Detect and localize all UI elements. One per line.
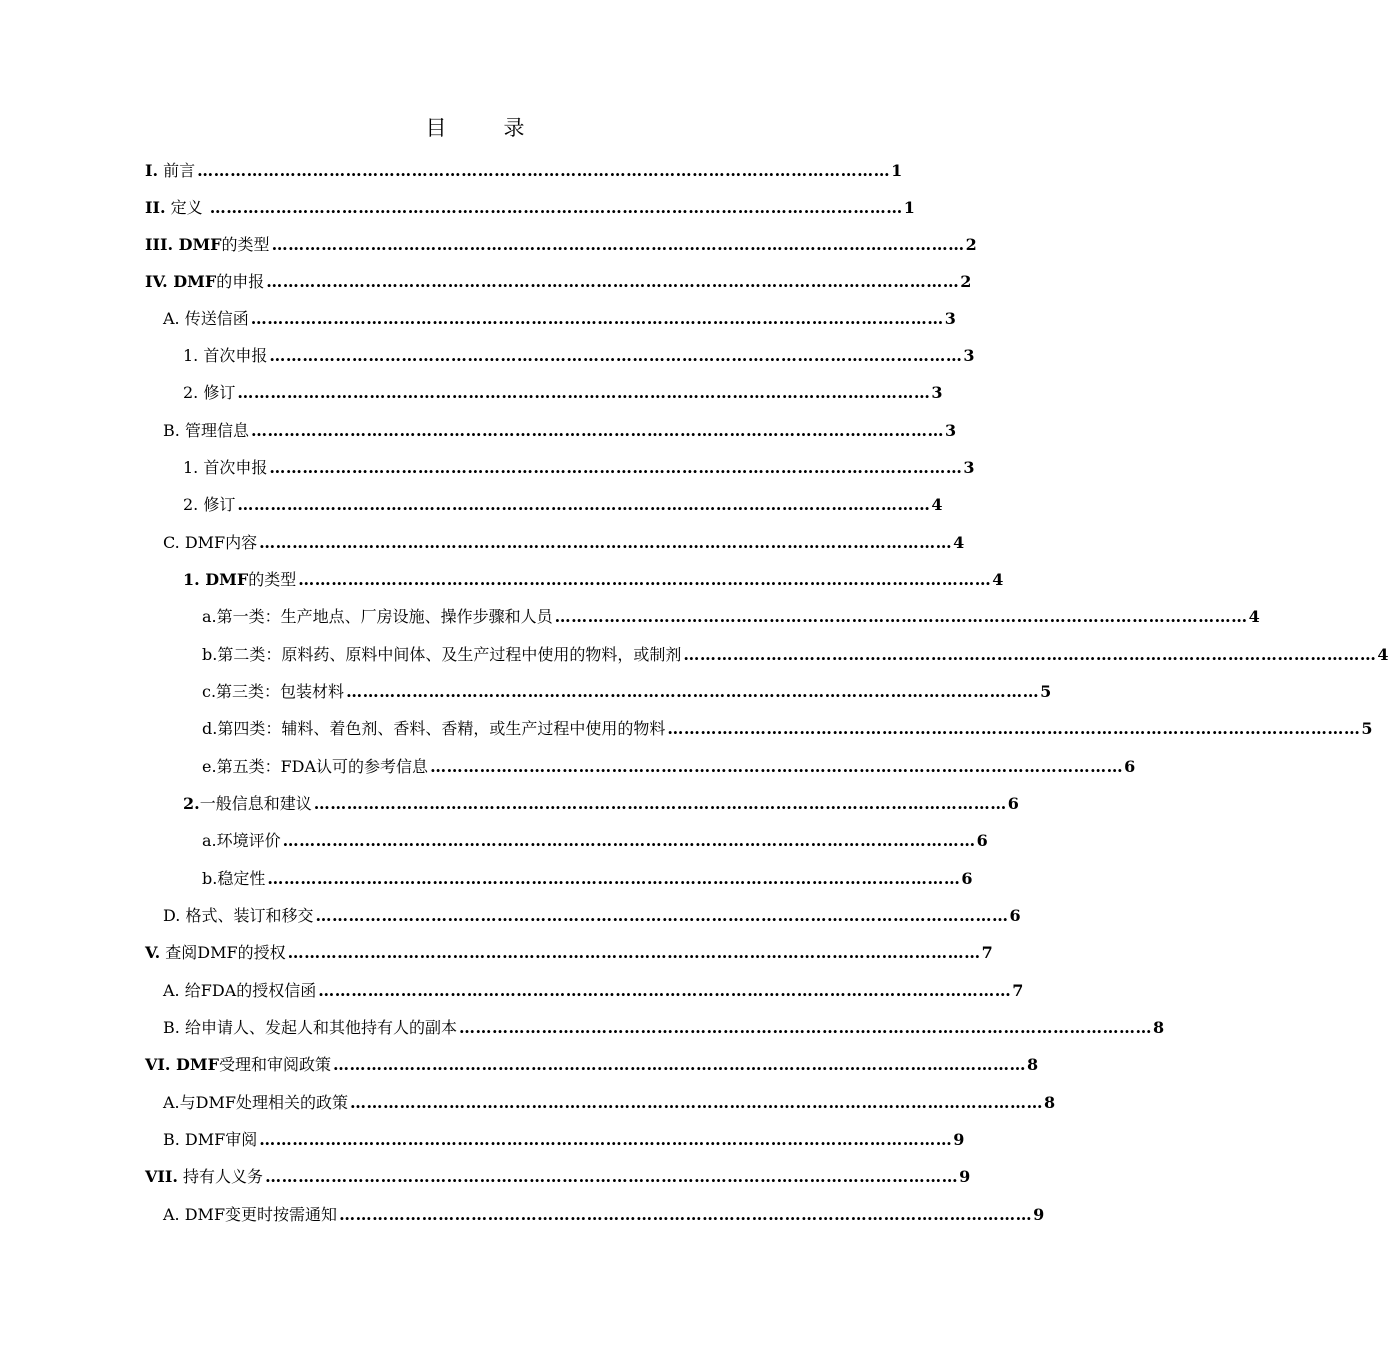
toc-leader-dots: ………………………………………………………………………………………………………………: [313, 794, 1007, 813]
toc-entry-text: 前言: [163, 161, 196, 180]
toc-entry-text: 定义: [170, 198, 203, 217]
toc-entry-text: 首次申报: [203, 346, 268, 365]
toc-entry-number: 2.: [183, 383, 199, 402]
toc-leader-dots: ………………………………………………………………………………………………………………: [683, 645, 1377, 664]
toc-entry-text: 给申请人、发起人和其他持有人的副本: [184, 1018, 457, 1037]
toc-entry-page: 3: [963, 346, 975, 365]
toc-title: 目 录: [425, 116, 543, 140]
toc-leader-dots: ………………………………………………………………………………………………………………: [197, 161, 891, 180]
toc-entry[interactable]: [163, 1090, 1056, 1116]
toc-entry-page: 5: [1361, 719, 1373, 738]
toc-entry-page: 6: [961, 869, 973, 888]
toc-entry-number: C. DMF: [163, 533, 226, 552]
toc-entry-page: 9: [953, 1130, 965, 1149]
toc-entry-text: 第五类：FDA认可的参考信息: [216, 757, 429, 776]
toc-entry-page: 6: [1009, 906, 1021, 925]
toc-entry-text: 持有人义务: [183, 1167, 264, 1186]
toc-entry-page: 7: [1012, 981, 1024, 1000]
toc-leader-dots: ………………………………………………………………………………………………………………: [298, 570, 992, 589]
toc-entry-text: 首次申报: [203, 458, 268, 477]
toc-entry[interactable]: [163, 1202, 1045, 1228]
toc-entry-text: 第一类：生产地点、厂房设施、操作步骤和人员: [216, 607, 553, 626]
toc-entry-number: I.: [145, 161, 159, 180]
toc-entry[interactable]: [145, 269, 972, 295]
toc-entry-text: 的申报: [216, 272, 265, 291]
toc-entry-page: 4: [992, 570, 1004, 589]
toc-entry-number: A. DMF: [163, 1205, 226, 1224]
toc-entry[interactable]: [163, 530, 965, 556]
toc-entry[interactable]: [183, 455, 975, 481]
toc-entry-number: IV. DMF: [145, 272, 217, 291]
toc-entry-number: d.: [202, 719, 218, 738]
toc-entry-number: a.: [202, 831, 217, 850]
toc-entry-text: 修订: [203, 383, 236, 402]
toc-entry-text: 的类型: [248, 570, 297, 589]
toc-entry[interactable]: [163, 1127, 965, 1153]
toc-entry[interactable]: [183, 567, 1004, 593]
toc-leader-dots: ………………………………………………………………………………………………………………: [237, 495, 931, 514]
toc-entry-number: 1.: [183, 458, 199, 477]
toc-entry[interactable]: [145, 1164, 971, 1190]
toc-entry-page: 3: [963, 458, 975, 477]
toc-entry-text: 审阅: [225, 1130, 258, 1149]
toc-entry-page: 6: [976, 831, 988, 850]
toc-entry-number: 1. DMF: [183, 570, 249, 589]
toc-entry-page: 5: [1040, 682, 1052, 701]
toc-entry-page: 4: [1248, 607, 1260, 626]
toc-entry[interactable]: [163, 418, 957, 444]
toc-entry-number: 1.: [183, 346, 199, 365]
toc-entry-number: 2.: [183, 495, 199, 514]
toc-entry-number: B.: [163, 421, 180, 440]
toc-entry[interactable]: [202, 828, 988, 854]
toc-leader-dots: ………………………………………………………………………………………………………………: [318, 981, 1012, 1000]
toc-entry-page: 8: [1043, 1093, 1056, 1112]
toc-entry-page: 1: [891, 161, 903, 180]
toc-entry-number: III. DMF: [145, 235, 222, 254]
toc-entry-page: 9: [959, 1167, 971, 1186]
toc-entry[interactable]: [183, 791, 1019, 817]
toc-entry-text: 传送信函: [184, 309, 249, 328]
toc-entry[interactable]: [202, 866, 973, 892]
toc-entry-number: c.: [202, 682, 217, 701]
toc-entry-number: D.: [163, 906, 181, 925]
toc-entry-text: 第三类：包装材料: [216, 682, 345, 701]
toc-entry[interactable]: [202, 604, 1260, 630]
toc-entry-page: 8: [1152, 1018, 1165, 1037]
toc-entry-text: 的类型: [221, 235, 270, 254]
toc-entry-page: 3: [944, 309, 956, 328]
toc-entry-number: B.: [163, 1018, 180, 1037]
toc-leader-dots: ………………………………………………………………………………………………………………: [267, 869, 961, 888]
toc-entry-number: II.: [145, 198, 166, 217]
toc-entry-text: 受理和审阅政策: [218, 1055, 331, 1074]
toc-entry[interactable]: [202, 642, 1388, 668]
toc-leader-dots: ………………………………………………………………………………………………………………: [266, 272, 960, 291]
toc-entry-page: 4: [1377, 645, 1388, 664]
toc-leader-dots: ………………………………………………………………………………………………………………: [237, 383, 931, 402]
toc-leader-dots: ………………………………………………………………………………………………………………: [282, 831, 976, 850]
toc-leader-dots: ………………………………………………………………………………………………………………: [259, 1130, 953, 1149]
toc-entry-page: 4: [931, 495, 943, 514]
toc-entry-page: 2: [965, 235, 977, 254]
toc-entry-text: 与DMF处理相关的政策: [179, 1093, 348, 1112]
toc-leader-dots: ………………………………………………………………………………………………………………: [315, 906, 1009, 925]
toc-leader-dots: ………………………………………………………………………………………………………………: [265, 1167, 959, 1186]
toc-entry-number: e.: [202, 757, 217, 776]
toc-entry-text: 管理信息: [184, 421, 249, 440]
toc-entry-text: 修订: [203, 495, 236, 514]
toc-entry[interactable]: [163, 306, 956, 332]
toc-leader-dots: ………………………………………………………………………………………………………………: [333, 1055, 1026, 1074]
toc-entry-page: 2: [960, 272, 972, 291]
toc-entry-text: 第四类：辅料、着色剂、香料、香精，或生产过程中使用的物料: [217, 719, 666, 738]
toc-leader-dots: ………………………………………………………………………………………………………………: [430, 757, 1124, 776]
toc-entry[interactable]: [163, 978, 1024, 1004]
toc-entry[interactable]: [202, 754, 1136, 780]
toc-entry-text: 给FDA的授权信函: [184, 981, 317, 1000]
toc-entry-text: 查阅DMF的授权: [165, 943, 286, 962]
toc-entry[interactable]: [163, 903, 1021, 929]
toc-leader-dots: ………………………………………………………………………………………………………………: [667, 719, 1361, 738]
toc-leader-dots: ………………………………………………………………………………………………………………: [259, 533, 953, 552]
toc-leader-dots: ………………………………………………………………………………………………………………: [271, 235, 965, 254]
toc-entry-page: 9: [1033, 1205, 1045, 1224]
toc-leader-dots: ………………………………………………………………………………………………………………: [458, 1018, 1152, 1037]
toc-entry[interactable]: [163, 1015, 1165, 1041]
toc-entry-number: A.: [163, 309, 180, 328]
toc-leader-dots: ………………………………………………………………………………………………………………: [287, 943, 981, 962]
toc-leader-dots: ………………………………………………………………………………………………………………: [209, 198, 903, 217]
toc-entry-page: 4: [953, 533, 965, 552]
toc-entry-number: 2.: [183, 794, 200, 813]
toc-entry-page: 1: [903, 198, 915, 217]
toc-entry[interactable]: [145, 232, 977, 258]
toc-entry-number: a.: [202, 607, 217, 626]
toc-entry-page: 3: [931, 383, 943, 402]
toc-entry[interactable]: [145, 195, 915, 221]
toc-entry-number: VI. DMF: [145, 1055, 219, 1074]
toc-entry-page: 6: [1124, 757, 1136, 776]
toc-leader-dots: ………………………………………………………………………………………………………………: [339, 1205, 1033, 1224]
toc-leader-dots: ………………………………………………………………………………………………………………: [250, 309, 944, 328]
toc-entry-text: 一般信息和建议: [199, 794, 312, 813]
toc-entry[interactable]: [202, 716, 1373, 742]
toc-entry-number: A.: [163, 981, 180, 1000]
toc-entry[interactable]: [202, 679, 1052, 705]
toc-leader-dots: ………………………………………………………………………………………………………………: [554, 607, 1248, 626]
toc-leader-dots: ………………………………………………………………………………………………………………: [346, 682, 1040, 701]
toc-entry-number: b.: [202, 645, 218, 664]
toc-entry[interactable]: [183, 492, 943, 518]
toc-entry[interactable]: [145, 158, 903, 184]
toc-leader-dots: ………………………………………………………………………………………………………………: [269, 458, 963, 477]
toc-entry[interactable]: [145, 1052, 1039, 1078]
toc-leader-dots: ………………………………………………………………………………………………………………: [269, 346, 963, 365]
toc-entry-text: 环境评价: [216, 831, 281, 850]
toc-entry-number: b.: [202, 869, 218, 888]
toc-entry-page: 3: [944, 421, 957, 440]
toc-entry-number: V.: [145, 943, 161, 962]
toc-leader-dots: ………………………………………………………………………………………………………………: [349, 1093, 1043, 1112]
toc-entry-page: 8: [1027, 1055, 1039, 1074]
toc-entry-text: 第二类：原料药、原料中间体、及生产过程中使用的物料，或制剂: [217, 645, 682, 664]
toc-entry-number: A.: [163, 1093, 180, 1112]
toc-leader-dots: ………………………………………………………………………………………………………………: [250, 421, 944, 440]
toc-entry[interactable]: [145, 940, 993, 966]
toc-entry-number: VII.: [145, 1167, 178, 1186]
toc-entry-text: 变更时按需通知: [225, 1205, 338, 1224]
toc-entry-text: 稳定性: [217, 869, 266, 888]
toc-entry-text: 格式、装订和移交: [185, 906, 314, 925]
toc-entry-number: B. DMF: [163, 1130, 226, 1149]
toc-entry[interactable]: [183, 380, 943, 406]
toc-entry-page: 7: [981, 943, 993, 962]
toc-entry-page: 6: [1007, 794, 1019, 813]
toc-entry-text: 内容: [225, 533, 258, 552]
toc-entry[interactable]: [183, 343, 975, 369]
